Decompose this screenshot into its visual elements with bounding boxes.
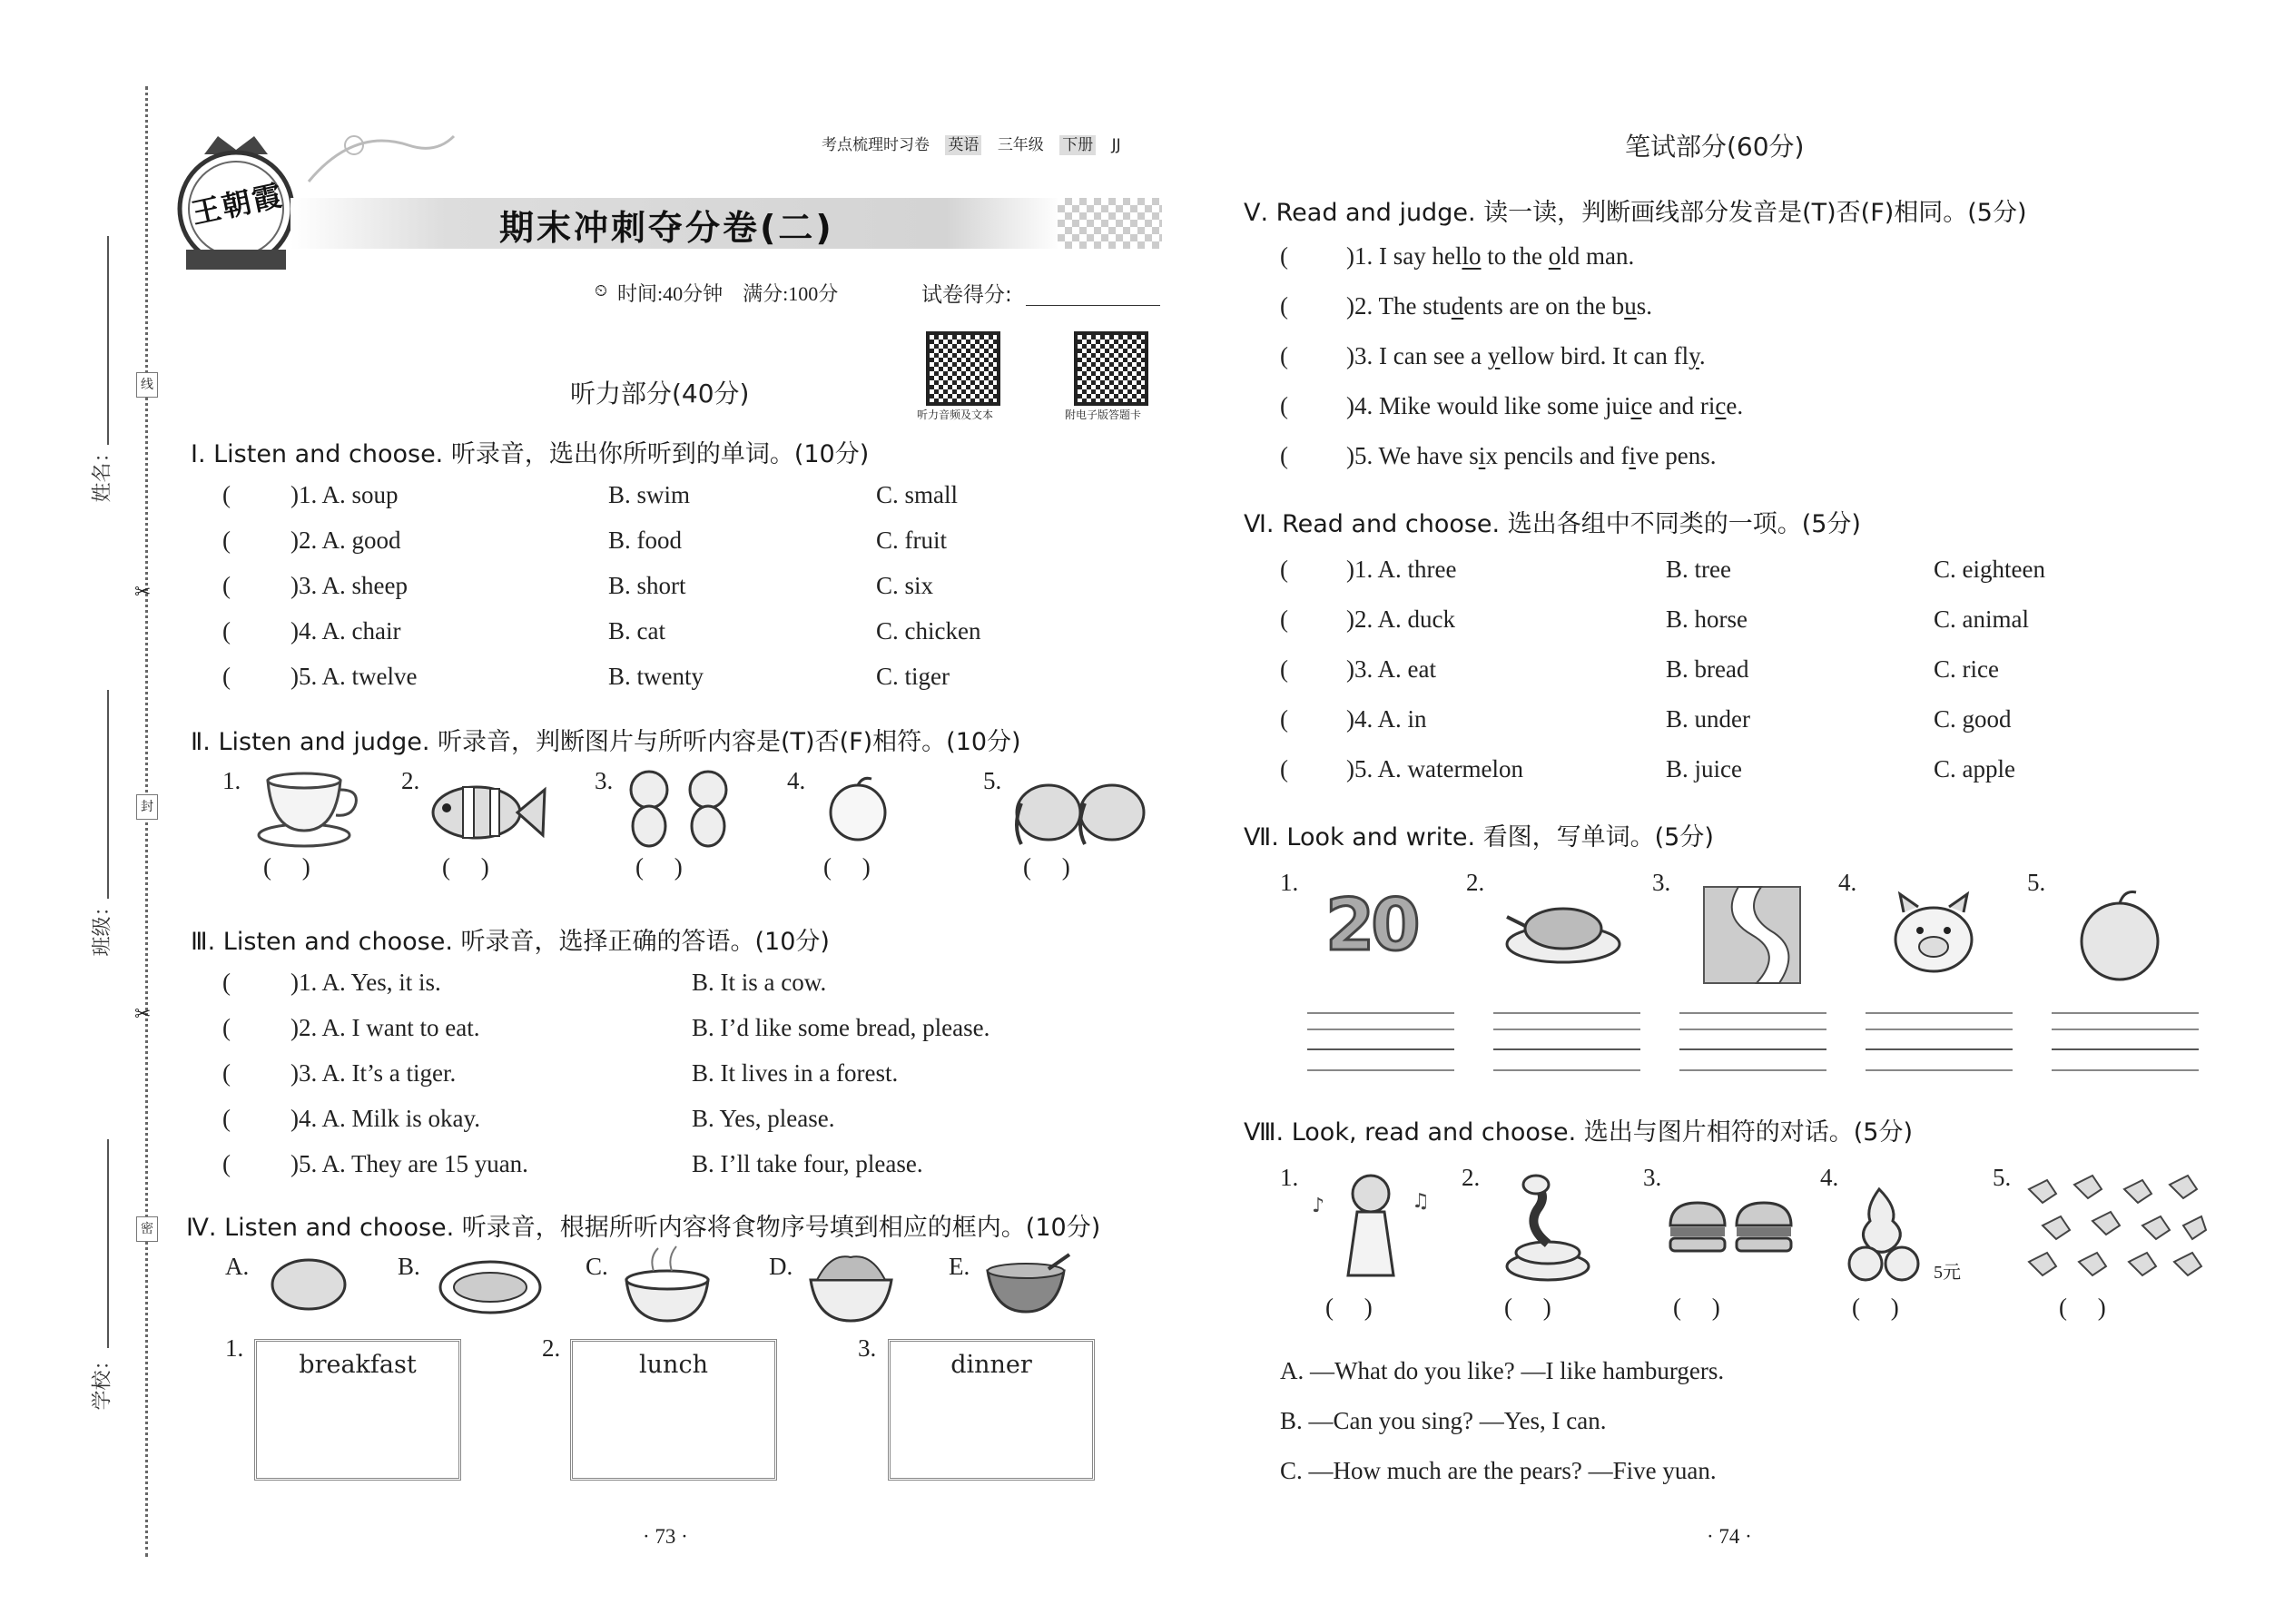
sec6-q2-a: )2. A. duck — [1346, 605, 1455, 633]
sec6-q5-a: )5. A. watermelon — [1346, 755, 1523, 782]
sec5-q3 — [1346, 342, 1706, 370]
sec8-paren-5[interactable]: ( ) — [2059, 1294, 2106, 1321]
sec6-q1-a: )1. A. three — [1346, 556, 1457, 583]
fish-picture — [427, 776, 549, 849]
pig-picture — [1884, 885, 1984, 985]
price-tag: 5元 — [1934, 1263, 1961, 1283]
sec1-q4-c: C. chicken — [876, 617, 981, 645]
answer-paren[interactable]: ( — [222, 617, 231, 645]
sec5-q5-pre: )5. We have s — [1346, 442, 1479, 469]
sec3-q3-a: )3. A. It’s a tiger. — [290, 1059, 457, 1087]
sec2-paren-3[interactable]: ( ) — [635, 853, 683, 881]
lunch-label: lunch — [639, 1351, 708, 1379]
qr1-caption: 听力音频及文本 — [917, 408, 994, 421]
sec5-q4-post: e. — [1726, 392, 1744, 419]
sec4-letter-b: B. — [398, 1253, 420, 1280]
sec8-paren-4[interactable]: ( ) — [1852, 1294, 1899, 1321]
answer-paren[interactable]: ( — [1280, 242, 1288, 270]
sec6-q4-a: )4. A. in — [1346, 705, 1427, 733]
edition: JJ — [1111, 136, 1121, 154]
seal-mark-1: 线 — [136, 372, 158, 398]
logo-text: 王朝霞 — [188, 177, 287, 231]
name-label: 姓名： — [91, 442, 114, 503]
sec5-q4-mid: e and ri — [1641, 392, 1716, 419]
sec6-q3-b: B. bread — [1666, 655, 1749, 683]
score-blank — [1026, 305, 1160, 306]
sec3-q5-b: B. I’ll take four, please. — [692, 1150, 923, 1177]
answer-paren[interactable]: ( — [1280, 655, 1288, 683]
answer-paren[interactable]: ( — [222, 1014, 231, 1041]
underlined-letters: y — [1689, 342, 1699, 369]
sec5-q5-mid: x pencils and f — [1485, 442, 1629, 469]
sec8-paren-2[interactable]: ( ) — [1504, 1294, 1551, 1321]
sec8-option-a: A. —What do you like? —I like hamburgers. — [1280, 1357, 1725, 1384]
written-title: 笔试部分(60分) — [1625, 132, 1805, 162]
sec4-letter-e: E. — [949, 1253, 970, 1280]
sec2-title: Ⅱ. Listen and judge. 听录音，判断图片与所听内容是(T)否(F)相符。(10分) — [191, 728, 1021, 756]
subject-badge: 英语 — [945, 135, 981, 155]
sec5-q2 — [1346, 292, 1652, 320]
sec5-q2-post: s. — [1636, 292, 1652, 320]
sec1-q1-c: C. small — [876, 481, 959, 508]
roast-chicken-picture — [1502, 894, 1625, 967]
sec6-q1-b: B. tree — [1666, 556, 1731, 583]
seal-mark-2: 封 — [136, 794, 158, 820]
answer-paren[interactable]: ( — [1280, 556, 1288, 583]
dinner-label: dinner — [950, 1351, 1032, 1379]
sec7-num-2: 2. — [1466, 869, 1485, 896]
sec4-letter-a: A. — [225, 1253, 250, 1280]
underlined-letters: y — [1487, 342, 1501, 369]
birds-flock-picture — [2020, 1171, 2210, 1284]
number-twenty-picture: 20 — [1325, 885, 1417, 967]
sec5-q3-post: . — [1698, 342, 1706, 369]
sec1-q3-b: B. short — [608, 572, 686, 599]
answer-paren[interactable]: ( — [222, 1059, 231, 1087]
underlined-letters: d — [1451, 292, 1464, 320]
answer-paren[interactable]: ( — [222, 1105, 231, 1132]
sec3-q1-b: B. It is a cow. — [692, 969, 827, 996]
sec6-q5-b: B. juice — [1666, 755, 1742, 782]
answer-paren[interactable]: ( — [1280, 392, 1288, 419]
sec6-q3-a: )3. A. eat — [1346, 655, 1436, 683]
sec1-q2: )2. A. good — [290, 527, 401, 554]
sec7-num-5: 5. — [2027, 869, 2046, 896]
lunch-box[interactable] — [570, 1339, 777, 1481]
sec5-q5-post: ve pens. — [1636, 442, 1717, 469]
scissors-icon: ✂ — [134, 1003, 152, 1026]
hamburgers-picture — [1666, 1198, 1797, 1262]
answer-paren[interactable]: ( — [1280, 442, 1288, 469]
monkeys-picture — [617, 763, 744, 853]
soup-bowl-picture — [980, 1253, 1071, 1316]
qr-code-answer-card[interactable] — [1074, 331, 1148, 406]
sec7-num-4: 4. — [1838, 869, 1857, 896]
class-label: 班级： — [91, 896, 114, 957]
sec8-title: Ⅷ. Look, read and choose. 选出与图片相符的对话。(5分) — [1244, 1118, 1913, 1147]
answer-paren[interactable]: ( — [1280, 605, 1288, 633]
box-num-2: 2. — [542, 1334, 561, 1362]
elephants-picture — [1008, 763, 1153, 853]
listening-title: 听力部分(40分) — [570, 379, 750, 408]
sec5-q1-post: ld man. — [1561, 242, 1635, 270]
sec2-num-1: 1. — [222, 767, 241, 794]
answer-paren[interactable]: ( — [1280, 755, 1288, 782]
girl-singing-picture — [1307, 1166, 1434, 1284]
underlined-letters: i — [1629, 442, 1637, 469]
sec6-title: Ⅵ. Read and choose. 选出各组中不同类的一项。(5分) — [1244, 510, 1861, 538]
box-num-3: 3. — [858, 1334, 877, 1362]
sec5-q4-pre: )4. Mike would like some jui — [1346, 392, 1631, 419]
sec1-q3-c: C. six — [876, 572, 934, 599]
sec3-q4-b: B. Yes, please. — [692, 1105, 835, 1132]
sec8-num-3: 3. — [1643, 1164, 1662, 1191]
sec2-num-2: 2. — [401, 767, 420, 794]
sec5-q1-mid: to the — [1481, 242, 1549, 270]
sec1-q5-b: B. twenty — [608, 663, 704, 690]
sec5-q1-pre: )1. I say hel — [1346, 242, 1462, 270]
answer-paren[interactable]: ( — [222, 969, 231, 996]
sec8-num-5: 5. — [1993, 1164, 2012, 1191]
egg-picture — [268, 1257, 350, 1312]
answer-paren[interactable]: ( — [222, 572, 231, 599]
qr-code-audio[interactable] — [926, 331, 1000, 406]
sec6-q4-b: B. under — [1666, 705, 1750, 733]
sec5-q2-pre: )2. The stu — [1346, 292, 1452, 320]
sec8-paren-1[interactable]: ( ) — [1325, 1294, 1373, 1321]
sec5-title: Ⅴ. Read and judge. 读一读，判断画线部分发音是(T)否(F)相同。(5分) — [1244, 199, 2027, 227]
sec7-title: Ⅶ. Look and write. 看图，写单词。(5分) — [1244, 823, 1714, 851]
sec5-q3-pre: )3. I can see a — [1346, 342, 1488, 369]
sec8-option-b: B. —Can you sing? —Yes, I can. — [1280, 1407, 1607, 1434]
sec1-q3: )3. A. sheep — [290, 572, 408, 599]
sec8-paren-3[interactable]: ( ) — [1673, 1294, 1720, 1321]
box-num-1: 1. — [225, 1334, 244, 1362]
apple-picture — [822, 772, 894, 844]
underlined-letters: i — [1478, 442, 1486, 469]
sec2-paren-4[interactable]: ( ) — [823, 853, 871, 881]
answer-paren[interactable]: ( — [222, 527, 231, 554]
sec3-q1-a: )1. A. Yes, it is. — [290, 969, 441, 996]
sec1-q5-c: C. tiger — [876, 663, 950, 690]
sec1-q5: )5. A. twelve — [290, 663, 418, 690]
ribbon-decoration — [300, 118, 463, 191]
answer-paren[interactable]: ( — [1280, 705, 1288, 733]
sec6-q1-c: C. eighteen — [1934, 556, 2045, 583]
score-label: 试卷得分: — [921, 283, 1012, 307]
sec8-num-1: 1. — [1280, 1164, 1299, 1191]
sec1-q4-b: B. cat — [608, 617, 665, 645]
header-meta — [822, 132, 1121, 154]
sec7-num-3: 3. — [1652, 869, 1671, 896]
name-underline — [107, 236, 109, 445]
underlined-letters: c — [1715, 392, 1727, 419]
series-name: 考点梳理时习卷 — [822, 136, 930, 154]
binding-dotted-line — [145, 86, 148, 1557]
sec1-q2-c: C. fruit — [876, 527, 947, 554]
underlined-letters: lo — [1462, 242, 1482, 270]
seal-mark-3: 密 — [136, 1216, 158, 1242]
teacup-picture — [254, 763, 363, 853]
sec3-q2-b: B. I’d like some bread, please. — [692, 1014, 990, 1041]
sec6-q5-c: C. apple — [1934, 755, 2015, 782]
sec6-q3-c: C. rice — [1934, 655, 1999, 683]
sec1-q1-b: B. swim — [608, 481, 691, 508]
sec8-num-2: 2. — [1462, 1164, 1481, 1191]
sec2-num-5: 5. — [983, 767, 1002, 794]
qr2-caption: 附电子版答题卡 — [1065, 408, 1142, 421]
sec8-num-4: 4. — [1820, 1164, 1839, 1191]
school-label: 学校： — [91, 1350, 114, 1411]
answer-paren[interactable]: ( — [222, 481, 231, 508]
noodle-bowl-picture — [617, 1239, 717, 1325]
sec1-q1: )1. A. soup — [290, 481, 399, 508]
sec2-paren-5[interactable]: ( ) — [1023, 853, 1070, 881]
sec1-q2-b: B. food — [608, 527, 682, 554]
vegetable-bowl-picture — [803, 1239, 899, 1325]
underlined-letters: c — [1630, 392, 1642, 419]
sec6-q2-c: C. animal — [1934, 605, 2029, 633]
class-underline — [107, 690, 109, 899]
sec5-q4 — [1346, 392, 1743, 420]
page-number-left: · 73 · — [643, 1525, 688, 1548]
school-underline — [107, 1139, 109, 1348]
sec3-q5-a: )5. A. They are 15 yuan. — [290, 1150, 528, 1177]
dinner-box[interactable] — [888, 1339, 1095, 1481]
sec3-title: Ⅲ. Listen and choose. 听录音，选择正确的答语。(10分) — [191, 928, 830, 956]
volume-badge: 下册 — [1059, 135, 1096, 155]
sec2-num-3: 3. — [595, 767, 614, 794]
answer-paren[interactable]: ( — [1280, 292, 1288, 320]
fish-dish-picture — [436, 1253, 545, 1316]
grade: 三年级 — [997, 136, 1044, 154]
sec1-title: Ⅰ. Listen and choose. 听录音，选出你所听到的单词。(10分) — [191, 440, 870, 468]
scissors-icon: ✂ — [134, 581, 152, 604]
river-picture — [1702, 885, 1802, 985]
checker-pattern — [1058, 198, 1162, 249]
time-score-info: 时间:40分钟 满分:100分 — [617, 282, 839, 305]
orange-picture — [2074, 885, 2165, 985]
sec5-q1 — [1346, 242, 1634, 271]
svg-text:♪: ♪ — [1312, 1195, 1325, 1217]
sec4-letter-d: D. — [769, 1253, 793, 1280]
answer-paren[interactable]: ( — [1280, 342, 1288, 369]
sec1-q4: )4. A. chair — [290, 617, 401, 645]
sec3-q2-a: )2. A. I want to eat. — [290, 1014, 480, 1041]
pears-picture — [1843, 1180, 1929, 1284]
sec2-paren-1[interactable]: ( ) — [263, 853, 310, 881]
sec4-title: Ⅳ. Listen and choose. 听录音，根据所听内容将食物序号填到相应的框内。(10分) — [186, 1214, 1101, 1242]
breakfast-box[interactable] — [254, 1339, 461, 1481]
clock-icon: ⏲ — [595, 281, 608, 300]
sec6-q4-c: C. good — [1934, 705, 2012, 733]
underlined-letters: u — [1624, 292, 1637, 320]
sec5-q5 — [1346, 442, 1717, 470]
answer-paren[interactable]: ( — [222, 1150, 231, 1177]
sec7-num-1: 1. — [1280, 869, 1299, 896]
snake-picture — [1498, 1171, 1598, 1284]
sec2-paren-2[interactable]: ( ) — [442, 853, 489, 881]
sec5-q3-mid: ellow bird. It can fl — [1500, 342, 1689, 369]
sec2-num-4: 4. — [787, 767, 806, 794]
sec6-q2-b: B. horse — [1666, 605, 1748, 633]
underlined-letters: o — [1548, 242, 1561, 270]
sec3-q3-b: B. It lives in a forest. — [692, 1059, 899, 1087]
sec4-letter-c: C. — [586, 1253, 608, 1280]
breakfast-label: breakfast — [299, 1351, 417, 1379]
sec8-option-c: C. —How much are the pears? —Five yuan. — [1280, 1457, 1717, 1484]
answer-paren[interactable]: ( — [222, 663, 231, 690]
sec5-q2-mid: ents are on the b — [1463, 292, 1625, 320]
svg-text:♫: ♫ — [1412, 1190, 1430, 1213]
sec3-q4-a: )4. A. Milk is okay. — [290, 1105, 480, 1132]
page-number-right: · 74 · — [1707, 1525, 1752, 1548]
paper-title: 期末冲刺夺分卷(二) — [499, 208, 834, 248]
